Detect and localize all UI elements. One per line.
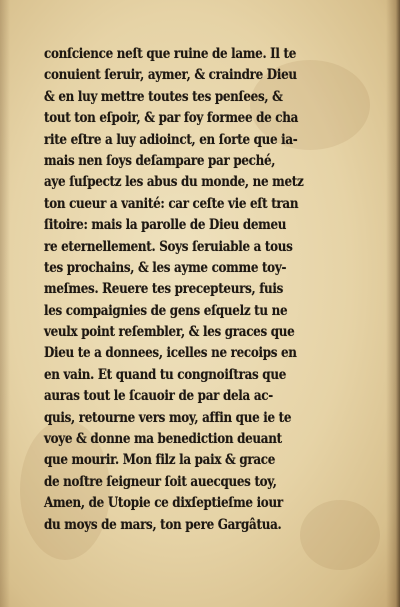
page-gutter-shadow	[0, 0, 10, 607]
body-text	[44, 44, 380, 536]
text-line: de noſtre ſeigneur ſoit auecques toy,	[44, 473, 277, 490]
text-line: du moys de mars, ton pere Gargâtua.	[44, 516, 282, 533]
text-line: tout ton eſpoir, & par foy formee de cha	[44, 110, 299, 127]
text-line: Dieu te a donnees, icelles ne recoips en	[44, 345, 297, 362]
text-line: en vain. Et quand tu congnoiſtras que	[44, 366, 286, 383]
page-edge-shadow	[386, 0, 400, 607]
text-line: quis, retourne vers moy, affin que ie te	[44, 409, 292, 426]
text-line: ton cueur a vanité: car ceſte vie eſt tran	[44, 195, 299, 212]
text-line: mais nen ſoys deſampare par peché,	[44, 152, 276, 169]
text-line: Amen, de Utopie ce dixſeptieſme iour	[44, 495, 283, 512]
text-line: les compaignies de gens eſquelz tu ne	[44, 302, 288, 319]
text-line: conſcience neſt que ruine de lame. Il te	[44, 46, 297, 62]
text-line: aye ſuſpectz les abus du monde, ne metz	[44, 174, 304, 191]
text-line: que mourir. Mon filz la paix & grace	[44, 452, 276, 469]
text-line: auras tout le ſcauoir de par dela ac-	[44, 388, 273, 405]
text-line: rite eſtre a luy adioinct, en ſorte que ia-	[44, 131, 298, 148]
text-line: meſmes. Reuere tes precepteurs, fuis	[44, 281, 284, 298]
text-line: voye & donne ma benediction deuant	[44, 431, 282, 448]
text-line: & en luy mettre toutes tes penſees, &	[44, 88, 283, 105]
text-line: ſitoire: mais la parolle de Dieu demeu	[44, 217, 287, 234]
text-line: tes prochains, & les ayme comme toy-	[44, 259, 287, 276]
text-line: re eternellement. Soys ſeruiable a tous	[44, 238, 293, 255]
text-line: veulx point reſembler, & les graces que	[44, 324, 295, 341]
text-line: conuient ſeruir, aymer, & craindre Dieu	[44, 67, 297, 84]
